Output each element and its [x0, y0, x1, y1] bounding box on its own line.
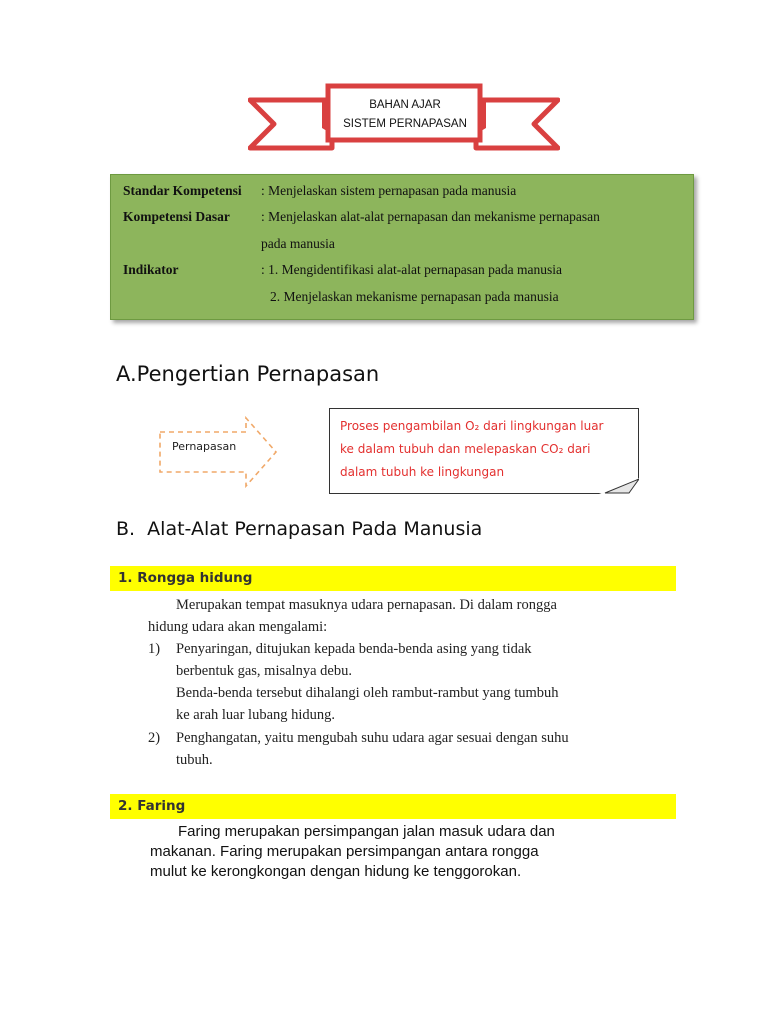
section-b-title: [116, 518, 482, 540]
section-b-title-text: Alat-Alat Pernapasan Pada Manusia: [147, 518, 483, 540]
definition-note-box: [329, 408, 639, 494]
section-a-title: A.Pengertian Pernapasan: [116, 362, 380, 386]
competency-label: Indikator: [123, 262, 179, 277]
banner-line-2: SISTEM PERNAPASAN: [343, 118, 467, 130]
competency-box: [110, 174, 694, 320]
faring-line: makanan. Faring merupakan persimpangan antara rongga: [150, 843, 539, 860]
rongga-hidung-heading-bar: [110, 566, 676, 591]
competency-label: Standar Kompetensi: [123, 183, 242, 198]
list-item-line: tubuh.: [176, 752, 213, 768]
definition-line: dalam tubuh ke lingkungan: [340, 465, 505, 479]
competency-value: : 1. Mengidentifikasi alat-alat pernapasan pada manusia: [261, 262, 563, 277]
faring-line: Faring merupakan persimpangan jalan masuk udara dan: [178, 823, 555, 840]
definition-line: Proses pengambilan O₂ dari lingkungan luar: [340, 419, 604, 433]
arrow-label: Pernapasan: [172, 440, 237, 453]
competency-value: 2. Menjelaskan mekanisme pernapasan pada manusia: [270, 289, 559, 304]
faring-heading: 2. Faring: [118, 798, 186, 814]
faring-line: mulut ke kerongkongan dengan hidung ke tenggorokan.: [150, 863, 522, 880]
competency-label: Kompetensi Dasar: [123, 209, 230, 224]
rongga-intro-line: Merupakan tempat masuknya udara pernapasan. Di dalam rongga: [176, 597, 557, 613]
competency-value: : Menjelaskan sistem pernapasan pada manusia: [261, 183, 517, 198]
list-number: 2): [148, 730, 161, 746]
list-item-line: berbentuk gas, misalnya debu.: [176, 663, 352, 679]
rongga-intro-line: hidung udara akan mengalami:: [148, 619, 328, 635]
definition-text: [340, 415, 635, 484]
list-item-line: Penghangatan, yaitu mengubah suhu udara agar sesuai dengan suhu: [176, 730, 569, 746]
list-item-line: Penyaringan, ditujukan kepada benda-benda asing yang tidak: [176, 641, 532, 657]
list-item-line: ke arah luar lubang hidung.: [176, 707, 336, 723]
definition-line: ke dalam tubuh dan melepaskan CO₂ dari: [340, 442, 591, 456]
banner-line-1: BAHAN AJAR: [369, 99, 441, 111]
list-number: 1): [148, 641, 161, 657]
competency-value: : Menjelaskan alat-alat pernapasan dan mekanisme pernapasan: [261, 209, 600, 224]
competency-value: pada manusia: [261, 236, 335, 251]
faring-paragraph: [150, 822, 590, 882]
page-curl-corner: [599, 478, 639, 494]
list-item-line: Benda-benda tersebut dihalangi oleh rambut-rambut yang tumbuh: [176, 685, 559, 701]
faring-heading-bar: [110, 794, 676, 819]
rongga-hidung-heading: 1. Rongga hidung: [118, 570, 253, 586]
banner-text: [330, 96, 480, 134]
section-b-prefix: B.: [116, 518, 136, 540]
